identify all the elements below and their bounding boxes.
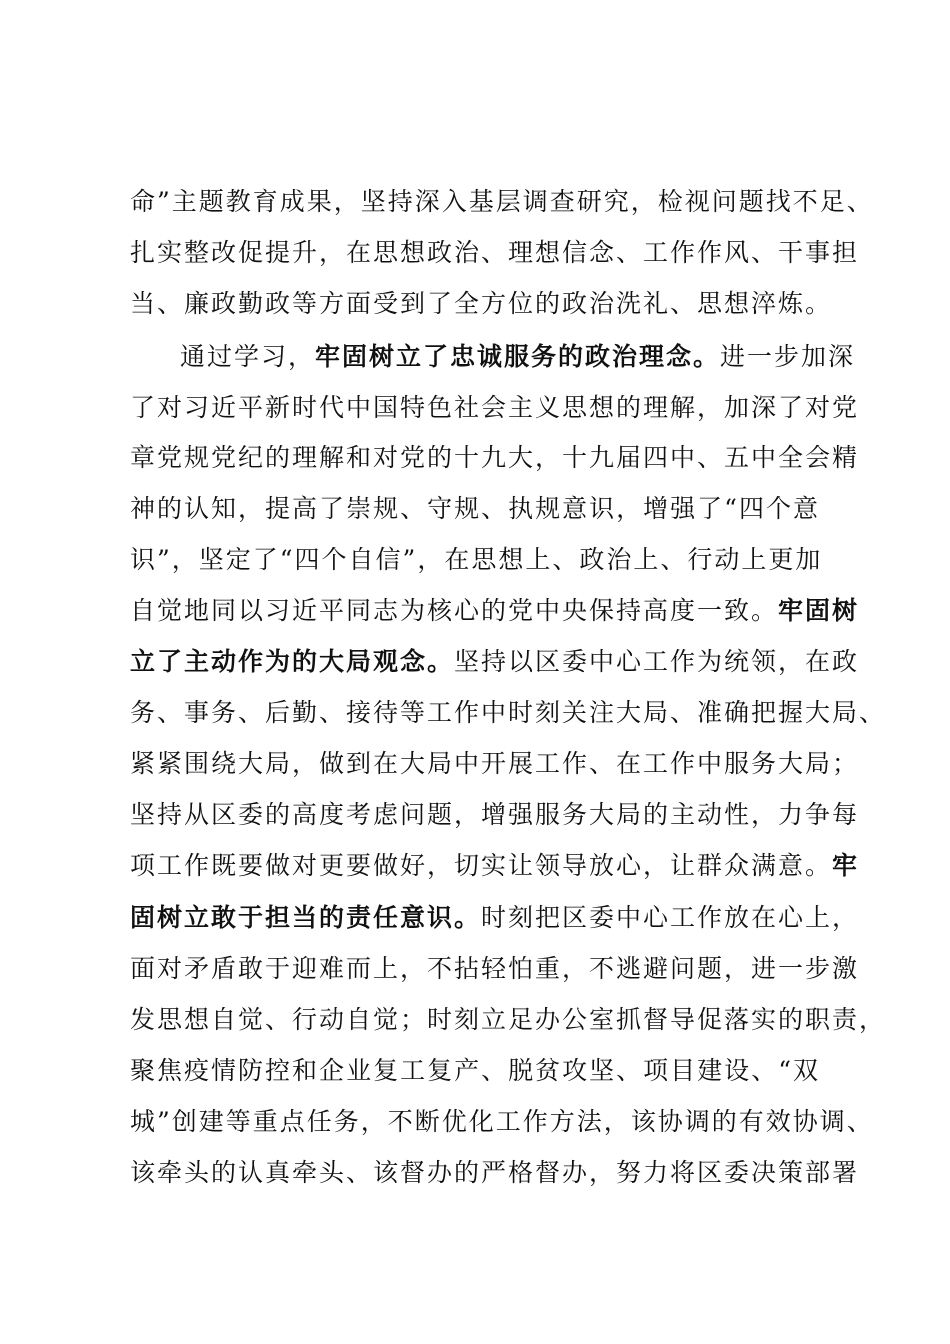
body-text: 命”主题教育成果，坚持深入基层调查研究，检视问题找不足、 <box>130 187 874 216</box>
body-text: 时刻把区委中心工作放在心上， <box>481 903 860 932</box>
body-text: 聚焦疫情防控和企业复工复产、脱贫攻坚、项目建设、“双 <box>130 1056 820 1085</box>
body-text: 发思想自觉、行动自觉；时刻立足办公室抓督导促落实的职责， <box>130 1005 887 1034</box>
paragraph-line <box>130 540 823 580</box>
bold-heading-text: 牢固树 <box>778 596 860 625</box>
body-text: 该牵头的认真牵头、该督办的严格督办，努力将区委决策部署 <box>130 1158 860 1187</box>
bold-heading-text: 牢固树立了忠诚服务的政治理念。 <box>315 342 721 371</box>
paragraph-line <box>130 795 860 835</box>
body-text: 了对习近平新时代中国特色社会主义思想的理解，加深了对党 <box>130 393 860 422</box>
paragraph-line <box>130 693 887 733</box>
body-text: 面对矛盾敢于迎难而上，不拈轻怕重，不逃避问题，进一步激 <box>130 954 860 983</box>
body-text: 坚持从区委的高度考虑问题，增强服务大局的主动性，力争每 <box>130 800 860 829</box>
paragraph-line <box>130 233 860 273</box>
paragraph-line <box>130 1102 874 1142</box>
paragraph-line <box>130 949 860 989</box>
body-text: 紧紧围绕大局，做到在大局中开展工作、在工作中服务大局； <box>130 749 860 778</box>
paragraph-line <box>130 744 860 784</box>
paragraph-line <box>130 591 860 631</box>
body-text: 项工作既要做对更要做好，切实让领导放心，让群众满意。 <box>130 851 833 880</box>
paragraph-line <box>130 846 860 886</box>
bold-heading-text: 固树立敢于担当的责任意识。 <box>130 903 482 932</box>
body-text: 章党规党纪的理解和对党的十九大，十九届四中、五中全会精 <box>130 443 860 472</box>
paragraph-line <box>130 898 860 938</box>
body-text: 城”创建等重点任务，不断优化工作方法，该协调的有效协调、 <box>130 1107 874 1136</box>
paragraph-line <box>130 438 860 478</box>
paragraph-line <box>130 1000 887 1040</box>
body-text: 坚持以区委中心工作为统领，在政 <box>454 647 860 676</box>
bold-heading-text: 牢 <box>832 851 860 880</box>
paragraph-line <box>130 642 860 682</box>
body-text: 神的认知，提高了崇规、守规、执规意识，增强了“四个意 <box>130 494 820 523</box>
bold-heading-text: 立了主动作为的大局观念。 <box>130 647 455 676</box>
body-text: 进一步加深 <box>720 342 856 371</box>
paragraph-line <box>130 1153 860 1193</box>
paragraph-line <box>130 489 820 529</box>
body-text: 当、廉政勤政等方面受到了全方位的政治洗礼、思想淬炼。 <box>130 289 833 318</box>
paragraph-line <box>130 284 833 324</box>
body-text: 务、事务、后勤、接待等工作中时刻关注大局、准确把握大局、 <box>130 698 887 727</box>
paragraph-line <box>130 182 874 222</box>
body-text: 识”，坚定了“四个自信”，在思想上、政治上、行动上更加 <box>130 545 823 574</box>
paragraph-line <box>180 337 856 377</box>
body-text: 自觉地同以习近平同志为核心的党中央保持高度一致。 <box>130 596 779 625</box>
paragraph-line <box>130 388 860 428</box>
body-text: 扎实整改促提升，在思想政治、理想信念、工作作风、干事担 <box>130 238 860 267</box>
body-text: 通过学习， <box>180 342 316 371</box>
paragraph-line <box>130 1051 820 1091</box>
